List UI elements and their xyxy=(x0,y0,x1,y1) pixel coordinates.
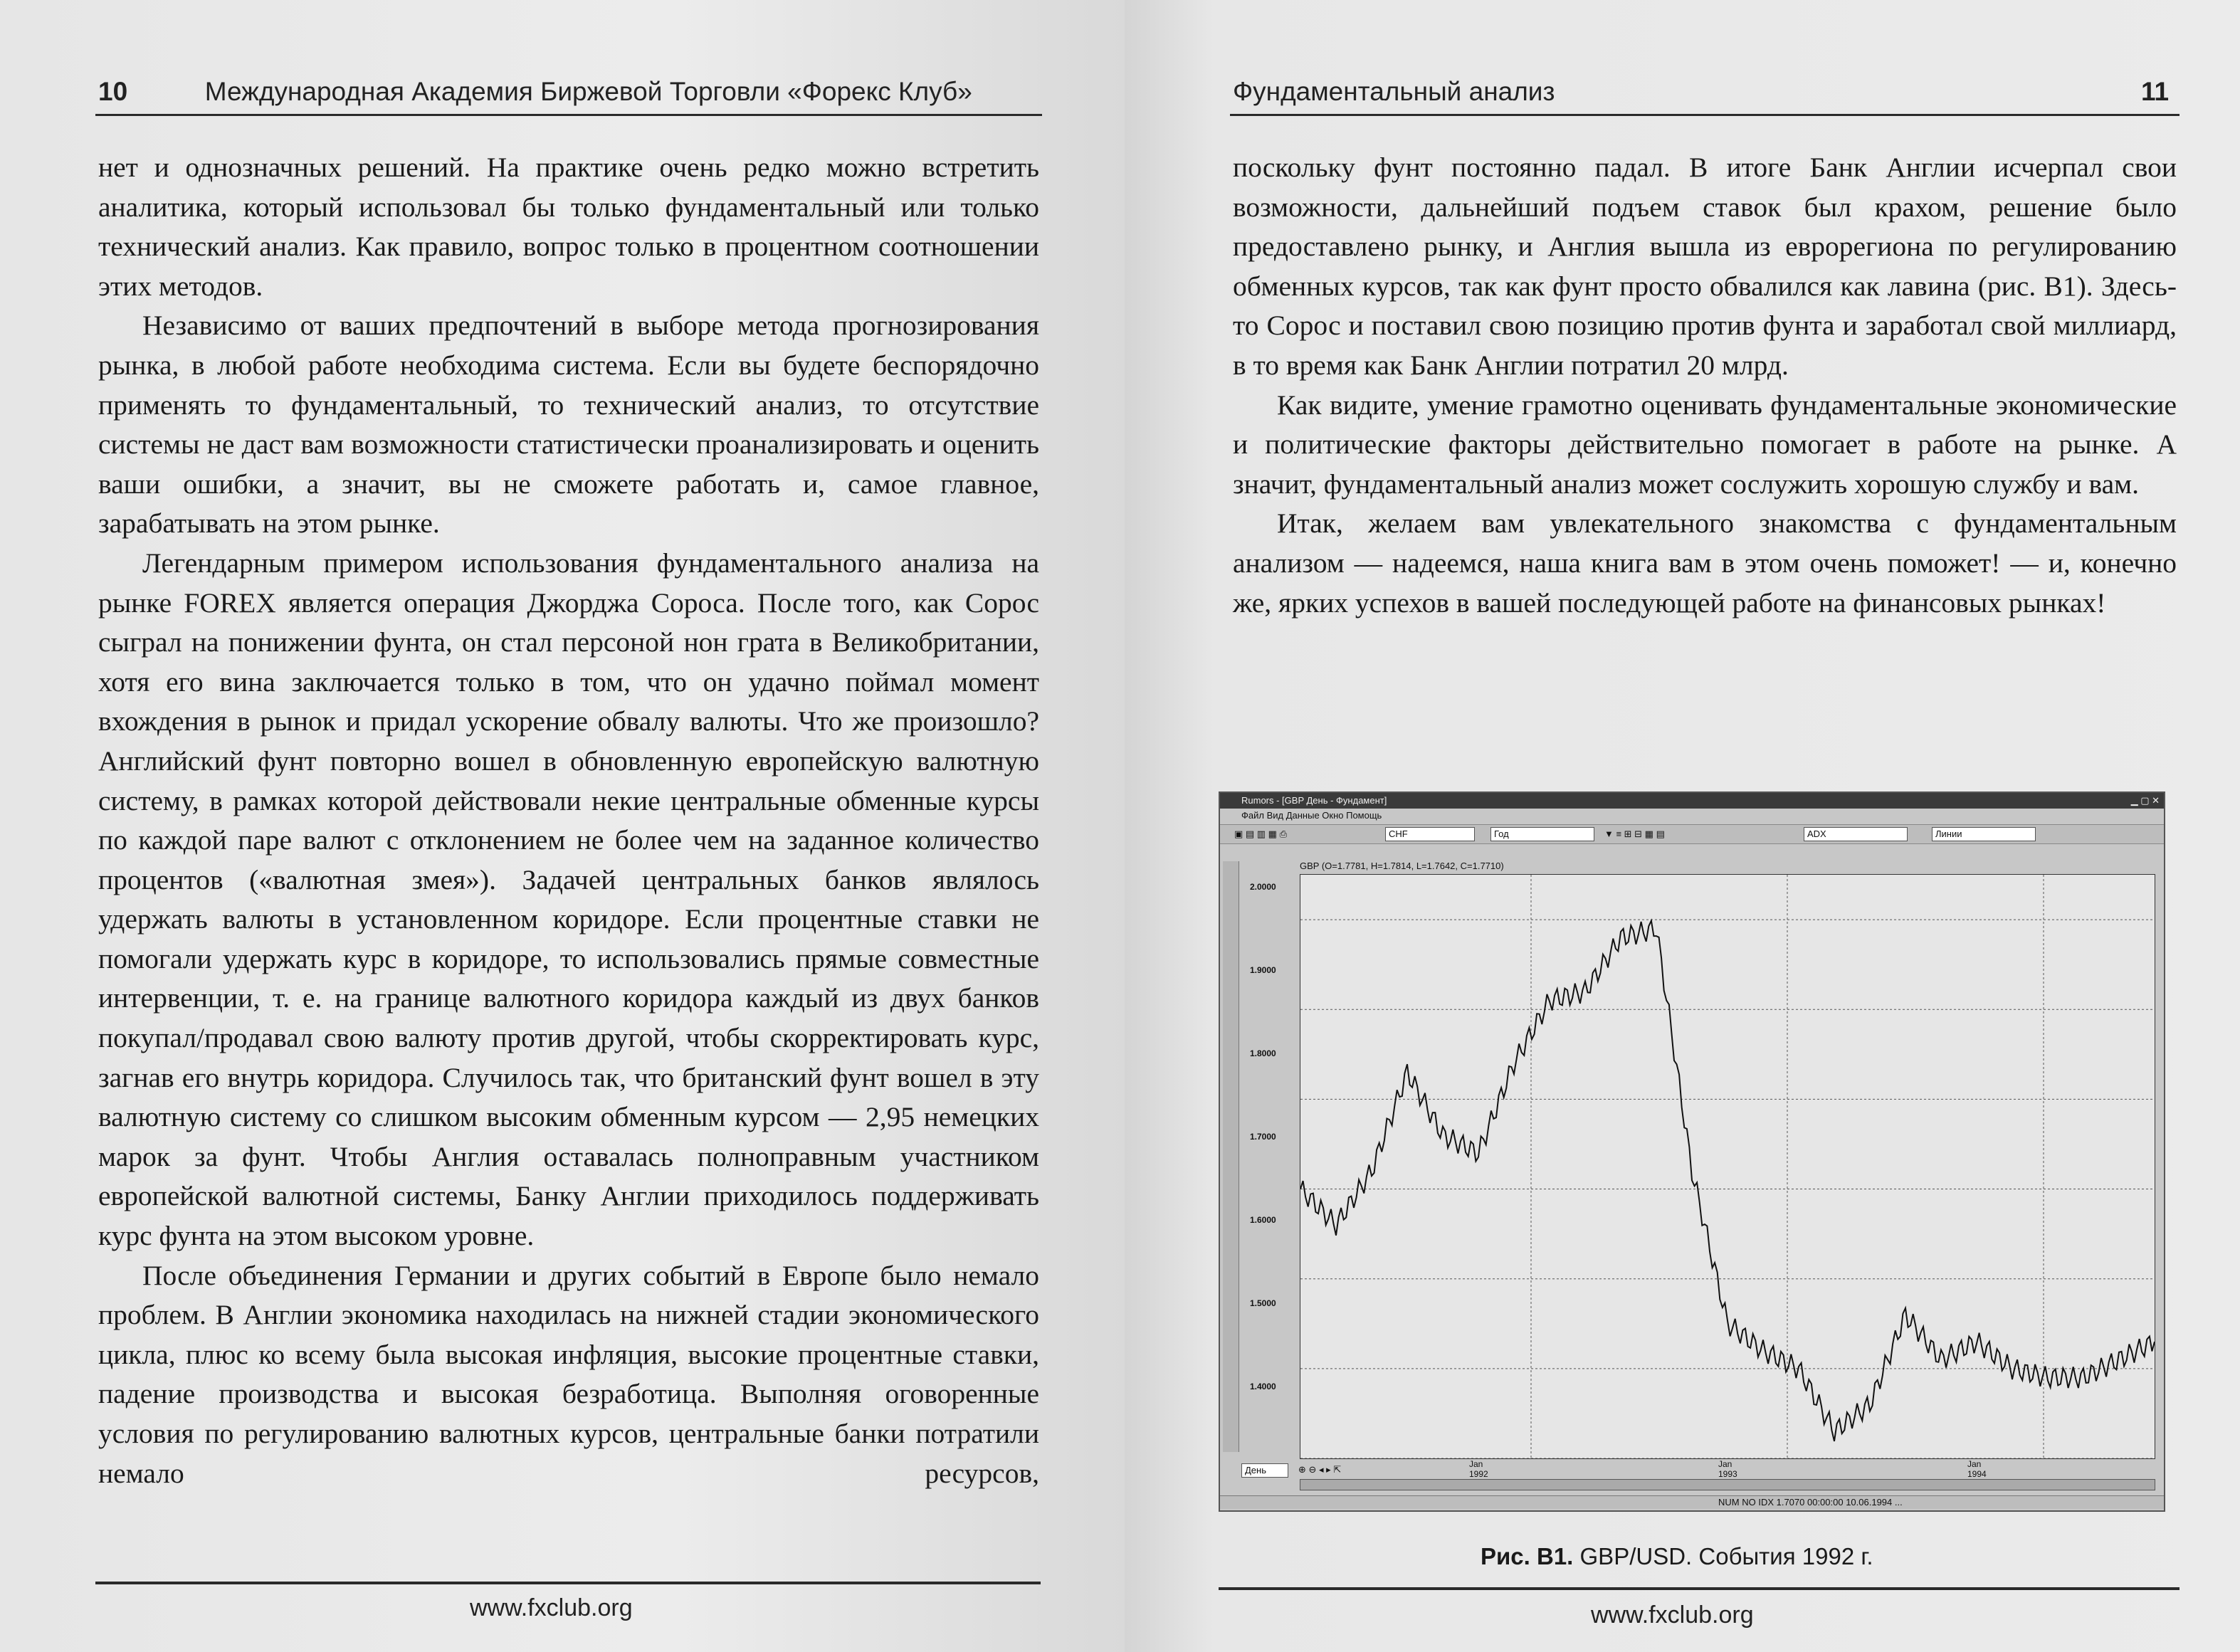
y-tick-label: 1.6000 xyxy=(1250,1215,1276,1225)
y-tick-label: 1.7000 xyxy=(1250,1132,1276,1142)
toolbar-file-icons[interactable]: ▣ ▤ ▥ ▦ ⎙ xyxy=(1234,828,1287,839)
x-tick-label: Jan 1992 xyxy=(1469,1459,1488,1479)
menu-items[interactable]: Файл Вид Данные Окно Помощь xyxy=(1241,810,1382,821)
period-select[interactable]: Год xyxy=(1490,827,1594,841)
figure-caption-text: GBP/USD. События 1992 г. xyxy=(1573,1543,1873,1569)
left-foot-rule xyxy=(95,1582,1041,1584)
symbol-select[interactable]: CHF xyxy=(1385,827,1475,841)
figure-caption-label: Рис. В1. xyxy=(1481,1543,1574,1569)
zoom-controls-icon[interactable]: ⊕ ⊖ ◂ ▸ ⇱ xyxy=(1298,1464,1342,1475)
window-title: Rumors - [GBP День - Фундамент] xyxy=(1241,795,1387,806)
drawing-tools-sidebar[interactable] xyxy=(1223,861,1239,1452)
left-paragraph-1: нет и однозначных решений. На практике очень редко можно встретить аналитика, который использовал бы только фундаментальный или только технический анализ. Как правило, вопрос только в процентном соотношении этих методов. xyxy=(98,152,1039,302)
menu-bar[interactable] xyxy=(1220,809,2164,823)
y-tick-label: 1.8000 xyxy=(1250,1048,1276,1058)
y-tick-label: 1.4000 xyxy=(1250,1382,1276,1391)
figure-caption xyxy=(1481,1543,1873,1570)
y-tick-label: 2.0000 xyxy=(1250,882,1276,892)
right-paragraph-2: Как видите, умение грамотно оценивать фундаментальные экономические и политические факторы действительно помогает в работе на рынке. А значит, фундаментальный анализ может сослужить хорошую службу и вам. xyxy=(1233,389,2177,500)
toolbar-chart-icons[interactable]: ▼ ≡ ⊞ ⊟ ▦ ▤ xyxy=(1604,828,1665,839)
left-paragraph-4: После объединения Германии и других событий в Европе было немало проблем. В Англии экономика находилась на нижней стадии экономического цикла, плюс ко всему была высокая инфляция, высокие процентные ставки, падение производства и высокая безработица. Выполняя оговоренные условия по регулированию валютных курсов, центральные банки потратили немало ресурсов, xyxy=(98,1259,1039,1489)
horizontal-scrollbar[interactable] xyxy=(1300,1479,2155,1490)
left-running-head-title: Международная Академия Биржевой Торговли «Форекс Клуб» xyxy=(204,77,972,106)
x-tick-label: Jan 1994 xyxy=(1967,1459,1987,1479)
left-paragraph-2: Независимо от ваших предпочтений в выборе метода прогнозирования рынка, в любой работе необходима система. Если вы будете беспорядочно применять то фундаментальный, то технический анализ, то отсутствие системы не даст вам возможности статистически проанализировать и оценить ваши ошибки, а значит, вы не сможете работать и, самое главное, зарабатывать на этом рынке. xyxy=(98,310,1039,540)
right-running-head-title: Фундаментальный анализ xyxy=(1233,77,1555,106)
window-title-bar xyxy=(1220,793,2164,809)
right-paragraph-1: поскольку фунт постоянно падал. В итоге Банк Англии исчерпал свои возможности, дальнейший подъем ставок был крахом, решение было предоставлено рынку, и Англия вышла из еврорегиона по регулированию обменных курсов, так как фунт просто обвалился как лавина (рис. В1). Здесь-то Сорос и поставил свою позицию против фунта и заработал свой миллиард, в то время как Банк Англии потратил 20 млрд. xyxy=(1233,152,2177,381)
chart-grid xyxy=(1300,875,2155,1458)
left-running-head xyxy=(98,77,972,107)
window-controls-icon[interactable]: ▁ ▢ ✕ xyxy=(2130,795,2160,806)
y-tick-label: 1.9000 xyxy=(1250,965,1276,975)
gbpusd-price-line xyxy=(1300,921,2155,1441)
left-page-number: 10 xyxy=(98,77,128,106)
left-body-text xyxy=(98,148,1039,1493)
y-tick-label: 1.5000 xyxy=(1250,1298,1276,1308)
left-footer-url: www.fxclub.org xyxy=(470,1594,633,1621)
price-chart xyxy=(1300,875,2155,1458)
right-head-rule xyxy=(1230,114,2179,116)
indicator-select[interactable]: ADX xyxy=(1804,827,1908,841)
figure-chart-screenshot xyxy=(1219,791,2165,1512)
ohlc-readout: GBP (O=1.7781, H=1.7814, L=1.7642, C=1.7710) xyxy=(1300,861,1504,871)
chart-series xyxy=(1300,921,2155,1441)
chart-plot-area[interactable] xyxy=(1300,874,2155,1459)
left-paragraph-3: Легендарным примером использования фундаментального анализа на рынке FOREX является операция Джорджа Сороса. После того, как Сорос сыграл на понижении фунта, он стал персоной нон грата в Великобритании, хотя его вина заключается только в том, что он удачно поймал момент вхождения в рынок и придал ускорение обвалу валюты. Что же произошло? Английский фунт повторно вошел в обновленную европейскую валютную систему, в рамках которой действовали некие центральные обменные курсы по каждой паре валют с отклонением не более чем на заданное количество процентов («валютная змея»). Задачей центральных банков являлось удержать валюты в установленном коридоре. Если процентные ставки не помогали удержать курс в коридоре, то использовались прямые совместные интервенции, т. е. на границе валютного коридора каждый из двух банков покупал/продавал свою валюту против другой, чтобы скорректировать курс, загнав его внутрь коридора. Случилось так, что британский фунт вошел в эту валютную систему со слишком высоким обменным курсом — 2,95 немецких марок за фунт. Чтобы Англия оставалась полноправным участником европейской валютной системы, Банку Англии приходилось поддерживать курс фунта на этом высоком уровне. xyxy=(98,547,1039,1252)
line-style-select[interactable]: Линии xyxy=(1932,827,2036,841)
toolbar xyxy=(1220,824,2164,844)
timeframe-select[interactable]: День xyxy=(1241,1463,1288,1478)
right-body-text xyxy=(1233,148,2177,623)
x-tick-label: Jan 1993 xyxy=(1718,1459,1737,1479)
right-footer-url: www.fxclub.org xyxy=(1591,1601,1754,1629)
right-page-number: 11 xyxy=(2141,77,2170,106)
left-head-rule xyxy=(95,114,1042,116)
right-running-head xyxy=(1233,77,1555,107)
right-foot-rule xyxy=(1219,1587,2179,1590)
right-paragraph-3: Итак, желаем вам увлекательного знакомства с фундаментальным анализом — надеемся, наша книга вам в этом очень поможет! — и, конечно же, ярких успехов в вашей последующей работе на финансовых рынках! xyxy=(1233,507,2177,619)
status-bar: NUM NO IDX 1.7070 00:00:00 10.06.1994 ... xyxy=(1220,1495,2164,1509)
